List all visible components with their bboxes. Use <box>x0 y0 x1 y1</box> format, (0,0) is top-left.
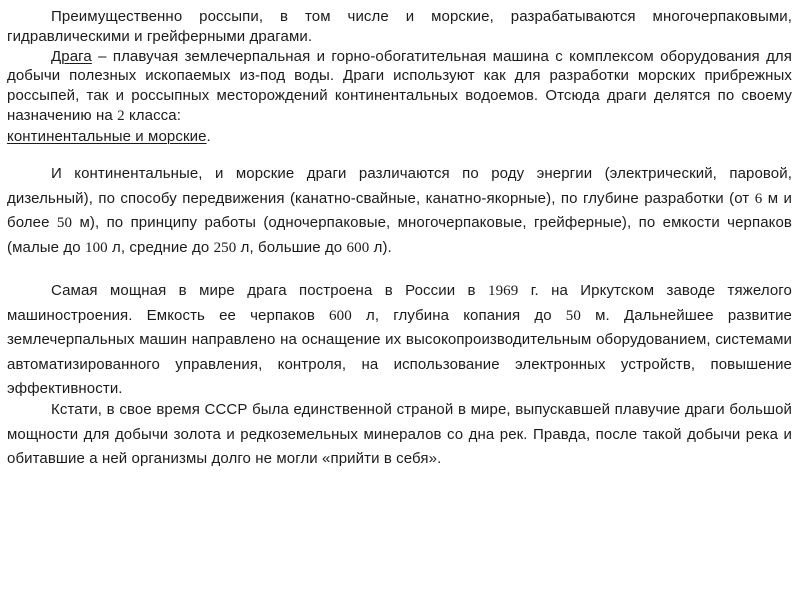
paragraph-1 <box>7 7 792 47</box>
paragraph-2-text-1: – плавучая землечерпальная и горно-обогатительная машина с комплексом оборудования для добычи полезных ископаемых из-под воды. Драги используют как для разработки морских прибрежных россыпей, так и россыпных месторождений континентальных водоемов. Отсюда драги делятся по своему назначению на <box>7 47 792 124</box>
paragraph-2-text-2: класса: <box>124 106 181 124</box>
paragraph-group-1 <box>7 7 792 147</box>
paragraph-3-text-1: И континентальные, и морские драги различаются по роду энергии (электрический, паровой, дизельный), по способу передвижения (канатно-свайные, канатно-якорные), по глубине разработки (от <box>7 165 792 207</box>
capacity-medium-number: 250 <box>213 240 237 257</box>
paragraph-4 <box>7 279 792 402</box>
year-number: 1969 <box>487 283 519 299</box>
paragraph-3-text-2: м и более <box>7 189 792 232</box>
paragraph-2 <box>7 47 792 147</box>
paragraph-3-text-3: м), по принципу работы (одночерпаковые, многочерпаковые, грейферные), по емкости черпаков (малые до <box>7 214 792 257</box>
paragraph-4-text-2: г. на Иркутском заводе тяжелого машиностроения. Емкость ее черпаков <box>7 282 792 324</box>
paragraph-group-3 <box>7 279 792 402</box>
paragraph-group-4 <box>7 398 792 472</box>
paragraph-3-text-5: л, большие до <box>236 239 347 257</box>
paragraph-5 <box>7 398 792 472</box>
depth-min-number: 6 <box>754 190 763 207</box>
paragraph-4-text-1: Самая мощная в мире драга построена в России в <box>51 282 488 299</box>
term-types: континентальные и морские <box>7 127 207 145</box>
paragraph-4-text-4: м. Дальнейшее развитие землечерпальных машин направлено на оснащение их высокопроизводительным оборудованием, системами автоматизированного управления, контроля, на использование электронных устройств, повышение эффективности. <box>7 306 792 397</box>
paragraph-3-text-6: л). <box>369 239 392 257</box>
digging-depth-number: 50 <box>565 307 581 324</box>
paragraph-3-text-4: л, средние до <box>107 239 214 257</box>
paragraph-3 <box>7 162 792 261</box>
capacity-large-number: 600 <box>346 240 370 257</box>
bucket-capacity-number: 600 <box>329 307 352 324</box>
depth-max-number: 50 <box>56 215 73 232</box>
term-draga: Драга <box>51 47 92 65</box>
paragraph-5-text: Кстати, в свое время СССР была единственной страной в мире, выпускавшей плавучие драги большой мощности для добычи золота и редкоземельных минералов со дна рек. Правда, после такой добычи река и обитавшие а ней организмы долго не могли «прийти в себя». <box>7 401 792 468</box>
paragraph-1-text: Преимущественно россыпи, в том числе и морские, разрабатываются многочерпаковыми, гидравлическими и грейферными драгами. <box>7 8 792 45</box>
paragraph-4-text-3: л, глубина копания до <box>351 306 566 324</box>
paragraph-group-2 <box>7 162 792 261</box>
capacity-small-number: 100 <box>84 240 108 257</box>
number-classes: 2 <box>117 107 125 124</box>
paragraph-2-end: . <box>206 127 211 145</box>
